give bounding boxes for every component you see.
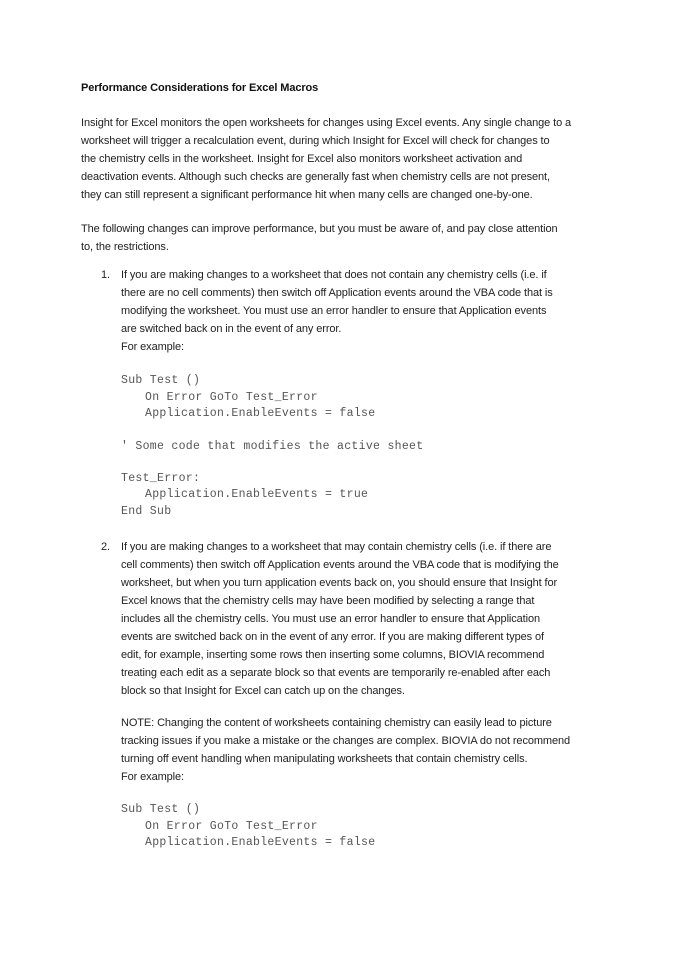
paragraph-line: tracking issues if you make a mistake or the changes are complex. BIOVIA do not recommend [121, 735, 571, 747]
paragraph-line: If you are making changes to a worksheet that does not contain any chemistry cells (i.e. if [121, 269, 547, 281]
paragraph-line: there are no cell comments) then switch off Application events around the VBA code that is [121, 287, 553, 299]
paragraph-line: Insight for Excel monitors the open worksheets for changes using Excel events. Any single change to a [81, 117, 572, 129]
code-label: Test_Error: [121, 472, 201, 485]
code-comment: ' Some code that modifies the active sheet [121, 440, 424, 453]
paragraph-line: worksheet will trigger a recalculation event, during which Insight for Excel will check for changes to [81, 135, 550, 147]
paragraph-line: treating each edit as a separate block so that events are temporarily re-enabled after each [121, 667, 551, 679]
paragraph-line: block so that Insight for Excel can catch up on the changes. [121, 685, 405, 697]
paragraph-line: the chemistry cells in the worksheet. Insight for Excel also monitors worksheet activation and [81, 153, 523, 165]
paragraph-line: includes all the chemistry cells. You must use an error handler to ensure that Application [121, 613, 541, 625]
paragraph-line: are switched back on in the event of any error. [121, 323, 342, 335]
code-line: Sub Test () [121, 803, 201, 816]
code-line: On Error GoTo Test_Error [145, 820, 318, 833]
list-number: 1. [101, 269, 110, 281]
code-line: End Sub [121, 505, 172, 518]
paragraph-line: NOTE: Changing the content of worksheets containing chemistry can easily lead to picture [121, 717, 552, 729]
paragraph-line: If you are making changes to a worksheet that may contain chemistry cells (i.e. if there are [121, 541, 552, 553]
paragraph-line: they can still represent a significant performance hit when many cells are changed one-by-one. [81, 189, 533, 201]
code-line: Application.EnableEvents = false [145, 407, 376, 420]
paragraph-line: For example: [121, 341, 184, 353]
page-title: Performance Considerations for Excel Macros [81, 82, 319, 94]
code-line: On Error GoTo Test_Error [145, 391, 318, 404]
paragraph-line: deactivation events. Although such checks are generally fast when chemistry cells are not present, [81, 171, 550, 183]
paragraph-line: worksheet, but when you turn application events back on, you should ensure that Insight for [121, 577, 558, 589]
paragraph-line: cell comments) then switch off Application events around the VBA code that is modifying the [121, 559, 559, 571]
paragraph-line: turning off event handling when manipulating worksheets that contain chemistry cells. [121, 753, 528, 765]
paragraph-line: edit, for example, inserting some rows then inserting some columns, BIOVIA recommend [121, 649, 545, 661]
paragraph-line: events are switched back on in the event of any error. If you are making different types of [121, 631, 544, 643]
list-number: 2. [101, 541, 110, 553]
paragraph-line: modifying the worksheet. You must use an error handler to ensure that Application events [121, 305, 547, 317]
code-line: Application.EnableEvents = false [145, 836, 376, 849]
code-line: Application.EnableEvents = true [145, 488, 369, 501]
paragraph-line: The following changes can improve performance, but you must be aware of, and pay close attention [81, 223, 558, 235]
paragraph-line: Excel knows that the chemistry cells may have been modified by selecting a range that [121, 595, 535, 607]
paragraph-line: For example: [121, 771, 184, 783]
code-line: Sub Test () [121, 374, 201, 387]
paragraph-line: to, the restrictions. [81, 241, 169, 253]
